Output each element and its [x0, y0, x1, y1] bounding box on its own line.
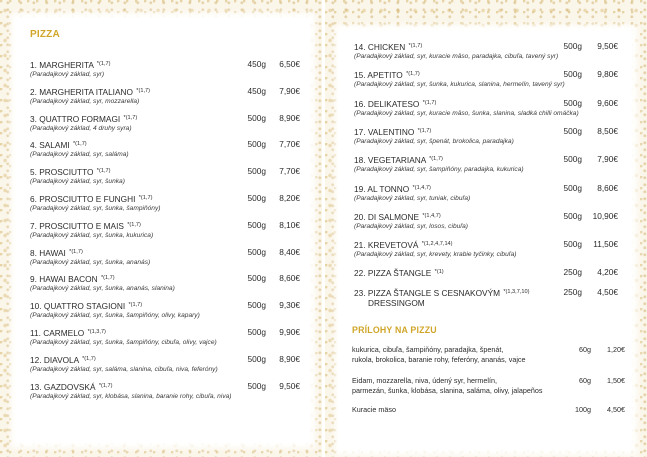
allergen-codes: *(1,7): [96, 168, 111, 175]
item-description: (Paradajkový základ, syr, tuniak, cibuľa): [354, 194, 471, 202]
item-title-line: [30, 86, 300, 97]
menu-item: [354, 98, 622, 118]
item-number: 14.: [354, 42, 366, 52]
item-weight: 500g: [247, 246, 266, 257]
item-price: 9,50€: [597, 41, 618, 51]
item-name: QUATTRO FORMAGI: [39, 113, 121, 124]
menu-item: [354, 126, 622, 146]
item-weight: 500g: [563, 182, 582, 193]
item-price: 8,10€: [279, 219, 300, 230]
item-weight: 450g: [247, 85, 266, 96]
item-weight: 500g: [247, 300, 266, 311]
item-description: (Paradajkový základ, syr, šunka, kukurica): [30, 231, 154, 239]
item-price: 8,60€: [279, 273, 300, 284]
allergen-codes: *(1,3,7,10): [503, 289, 530, 296]
menu-item: [354, 183, 622, 203]
side-item-weight: 60g: [579, 345, 591, 354]
side-item-price: 4,50€: [607, 405, 625, 414]
item-name: CHICKEN: [367, 42, 406, 52]
item-title-line: [354, 154, 622, 165]
item-title-line: [354, 98, 622, 109]
item-title-line: [30, 220, 300, 231]
item-number: 12.: [30, 354, 42, 365]
allergen-codes: *(1,7): [82, 355, 96, 362]
item-number: 21.: [354, 240, 366, 251]
side-item-text: kukurica, cibuľa, šampiňóny, paradajka, špenát,: [352, 345, 504, 354]
item-price: 9,30€: [279, 300, 300, 311]
item-description: (Paradajkový základ, syr, saláma): [30, 151, 129, 159]
item-name: HAWAI BACON: [39, 274, 98, 285]
item-title-line: [30, 139, 300, 150]
allergen-codes: *(1,7): [406, 71, 420, 78]
side-item-text-continued: rukola, brokolica, baranie rohy, feferóny, ananás, vajce: [352, 355, 526, 364]
item-weight: 500g: [247, 380, 266, 391]
item-price: 8,60€: [597, 182, 618, 193]
menu-item: [354, 267, 622, 278]
item-name: APETITO: [367, 70, 403, 81]
menu-page-left: [0, 0, 322, 457]
item-number: 19.: [354, 183, 366, 194]
item-description: (Paradajkový základ, syr): [30, 71, 105, 78]
item-price: 8,90€: [279, 112, 300, 123]
item-name: AL TONNO: [367, 183, 410, 194]
item-weight: 500g: [247, 219, 266, 230]
side-item-line: [352, 376, 625, 386]
item-description: (Paradajkový základ, syr, šunka, šampiňóny): [30, 205, 161, 212]
item-title-line: [30, 300, 300, 311]
item-name: DELIKATESO: [367, 98, 420, 109]
item-title-line: [354, 41, 622, 52]
item-number: 5.: [30, 167, 37, 178]
allergen-codes: *(1,4,7): [422, 212, 441, 219]
item-number: 9.: [30, 274, 37, 285]
menu-item: [30, 139, 300, 159]
menu-item: [30, 113, 300, 133]
item-title-line: [354, 267, 622, 278]
side-item: [352, 345, 625, 365]
allergen-codes: *(1,7): [422, 99, 437, 106]
allergen-codes: *(1,7): [417, 127, 432, 134]
item-weight: 500g: [563, 125, 582, 136]
item-price: 7,70€: [279, 139, 300, 150]
item-description: (Paradajkový základ, syr, šunka, kukurica, slanina, hermelín, tavený syr): [354, 81, 565, 89]
item-weight: 500g: [247, 166, 266, 177]
item-description: (Paradajkový základ, syr, kuracie mäso, šunka, slanina, sladká chilli omáčka): [354, 109, 579, 117]
menu-item: [30, 59, 300, 79]
item-number: 8.: [30, 247, 37, 258]
item-weight: 500g: [563, 154, 582, 165]
item-description: (Paradajkový základ, syr, šunka, šampiňóny, olivy, kapary): [30, 312, 200, 320]
item-title-line: [30, 354, 300, 365]
menu-item: [30, 86, 300, 106]
item-name: PROSCIUTTO: [39, 167, 94, 178]
item-title-line: [30, 193, 300, 204]
item-description: (Paradajkový základ, 4 druhy syra): [30, 124, 132, 132]
item-weight: 500g: [563, 41, 582, 51]
allergen-codes: *(1,7): [69, 248, 83, 255]
item-name: GAZDOVSKÁ: [43, 381, 96, 392]
item-price: 9,50€: [279, 380, 300, 391]
item-title-line: [354, 239, 622, 250]
item-number: 20.: [354, 211, 366, 222]
allergen-codes: *(1,7): [98, 382, 113, 389]
item-title-line: [30, 166, 300, 177]
item-description: (Paradajkový základ, syr, špenát, brokolica, paradajka): [354, 137, 514, 145]
item-number: 23.: [354, 288, 366, 299]
item-number: 3.: [30, 113, 37, 124]
item-weight: 500g: [247, 327, 266, 337]
item-title-line: [354, 287, 622, 298]
side-item-price: 1,50€: [607, 376, 625, 385]
item-description: (Paradajkový základ, syr, šunka, ananás): [30, 258, 151, 266]
item-weight: 450g: [247, 59, 266, 69]
item-title-line: [30, 381, 300, 392]
menu-item: [354, 41, 622, 61]
menu-item: [30, 354, 300, 374]
item-price: 6,50€: [279, 59, 300, 69]
item-name: DIAVOLA: [43, 354, 79, 365]
sides-heading: PRÍLOHY NA PIZZU: [352, 325, 437, 335]
item-name: DI SALMONE: [367, 211, 420, 222]
item-price: 8,50€: [597, 125, 618, 136]
item-price: 4,50€: [597, 287, 618, 298]
item-name: HAWAI: [39, 247, 66, 258]
item-number: 2.: [30, 86, 37, 97]
item-name: PIZZA ŠTANGLE S CESNAKOVÝM: [367, 288, 501, 299]
side-item: [352, 405, 625, 415]
item-number: 13.: [30, 381, 42, 392]
item-weight: 500g: [247, 273, 266, 284]
item-name: PROSCIUTTO E FUNGHI: [39, 194, 136, 204]
pizza-heading: PIZZA: [30, 29, 60, 40]
item-price: 9,80€: [597, 69, 618, 80]
item-price: 4,20€: [597, 267, 618, 278]
item-description: (Paradajkový základ, syr, saláma, slanina, cibuľa, niva, feferóny): [30, 365, 218, 373]
item-number: 11.: [30, 328, 41, 338]
item-name: PROSCIUTTO E MAIS: [39, 220, 124, 231]
item-number: 15.: [354, 70, 366, 81]
menu-item: [354, 211, 622, 231]
item-description: (Paradajkový základ, syr, šunka, ananás, slanina): [30, 285, 175, 293]
item-price: 7,70€: [279, 166, 300, 177]
item-number: 4.: [30, 140, 37, 151]
allergen-codes: *(1,7): [123, 114, 138, 121]
side-item-price: 1,20€: [607, 345, 625, 354]
side-item-weight: 60g: [579, 376, 591, 385]
menu-item: [30, 273, 300, 293]
menu-item: [354, 69, 622, 89]
item-number: 17.: [354, 126, 366, 137]
item-weight: 500g: [563, 210, 582, 221]
side-item-line: [352, 405, 625, 415]
item-name: VALENTINO: [367, 126, 415, 137]
item-price: 9,90€: [279, 327, 300, 337]
menu-item: [30, 327, 300, 347]
side-item-text-continued: parmezán, šunka, klobása, slanina, saláma, olivy, jalapeños: [352, 386, 543, 395]
item-description: (Paradajkový základ, syr, klobása, slanina, baranie rohy, cibuľa, niva): [30, 392, 232, 400]
item-number: 10.: [30, 301, 42, 312]
allergen-codes: *(1,7): [72, 141, 87, 148]
item-title-line: [30, 273, 300, 284]
menu-item: [30, 193, 300, 213]
item-weight: 250g: [563, 267, 582, 278]
side-item-text: Eidam, mozzarella, niva, údený syr, hermelín,: [352, 376, 498, 385]
menu-item: [30, 247, 300, 267]
item-price: 11,50€: [593, 239, 618, 250]
item-weight: 500g: [247, 353, 266, 364]
allergen-codes: *(1,7): [429, 156, 443, 163]
item-description: (Paradajkový základ, syr, losos, cibuľa): [354, 222, 468, 230]
item-name: PIZZA ŠTANGLE: [367, 268, 432, 279]
menu-item: [354, 239, 622, 259]
item-title-line: [30, 247, 300, 258]
item-name-continued: DRESSINGOM: [368, 298, 425, 309]
item-price: 8,20€: [279, 193, 300, 203]
allergen-codes: *(1,2,4,7,14): [421, 241, 453, 248]
item-weight: 500g: [247, 112, 266, 123]
menu-item: [354, 154, 622, 174]
item-number: 1.: [30, 60, 37, 70]
menu-item: [30, 166, 300, 186]
menu-item: [30, 220, 300, 240]
item-name: QUATTRO STAGIONI: [43, 301, 126, 312]
item-weight: 500g: [563, 69, 582, 80]
item-title-line: [30, 327, 300, 338]
item-description: (Paradajkový základ, syr, šampiňóny, paradajka, kukurica): [354, 166, 524, 174]
allergen-codes: *(1,7): [408, 43, 423, 49]
item-number: 6.: [30, 194, 37, 204]
item-title-line: [354, 183, 622, 194]
allergen-codes: *(1): [434, 269, 444, 276]
item-name: CARMELO: [43, 328, 85, 338]
item-price: 10,90€: [592, 210, 618, 221]
item-title-line: [354, 69, 622, 80]
menu-item: [30, 381, 300, 401]
item-price: 8,40€: [279, 246, 300, 257]
item-description: (Paradajkový základ, syr, mozzarella): [30, 97, 140, 105]
item-weight: 500g: [247, 139, 266, 150]
item-name: MARGHERITA ITALIANO: [39, 86, 133, 97]
side-item-text: Kuracie mäso: [352, 405, 396, 414]
allergen-codes: *(1,7): [96, 61, 111, 67]
item-title-line: [354, 126, 622, 137]
item-description: (Paradajkový základ, syr, krevety, krabie tyčinky, cibuľa): [354, 251, 517, 259]
side-item-weight: 100g: [575, 405, 591, 414]
allergen-codes: *(1,4,7): [412, 184, 431, 191]
item-title-line: [354, 211, 622, 222]
allergen-codes: *(1,7): [138, 195, 153, 201]
menu-item: [30, 300, 300, 320]
item-name: MARGHERITA: [39, 60, 94, 70]
menu-page-right: [325, 0, 647, 457]
allergen-codes: *(1,7): [128, 302, 143, 309]
item-description: (Paradajkový základ, syr, kuracie mäso, paradajka, cibuľa, tavený syr): [354, 53, 559, 60]
item-number: 18.: [354, 155, 366, 166]
item-name: VEGETARIANA: [367, 155, 426, 166]
item-weight: 500g: [247, 193, 266, 203]
allergen-codes: *(1,7): [100, 275, 115, 282]
item-title-line: [30, 113, 300, 124]
item-number: 22.: [354, 268, 366, 279]
item-description: (Paradajkový základ, syr, šunka, šampiňóny, cibuľa, olivy, vajce): [30, 339, 217, 346]
item-price: 7,90€: [279, 85, 300, 96]
item-weight: 250g: [563, 287, 582, 298]
menu-sheet-left: [17, 19, 309, 442]
side-item: [352, 376, 625, 396]
item-price: 7,90€: [597, 154, 618, 165]
item-price: 8,90€: [279, 353, 300, 364]
item-description: (Paradajkový základ, syr, šunka): [30, 178, 125, 186]
item-weight: 500g: [563, 239, 582, 250]
item-number: 7.: [30, 220, 37, 231]
allergen-codes: *(1,3,7): [87, 329, 106, 335]
item-price: 9,60€: [597, 97, 618, 108]
item-name: SALAMI: [39, 140, 70, 151]
item-title-line: [30, 59, 300, 70]
item-number: 16.: [354, 98, 366, 109]
allergen-codes: *(1,7): [127, 221, 141, 228]
item-weight: 500g: [563, 97, 582, 108]
menu-sheet-right: [341, 31, 631, 449]
menu-item: [354, 287, 622, 308]
side-item-line: [352, 345, 625, 355]
item-name: KREVETOVÁ: [367, 240, 419, 251]
allergen-codes: *(1,7): [136, 87, 150, 94]
